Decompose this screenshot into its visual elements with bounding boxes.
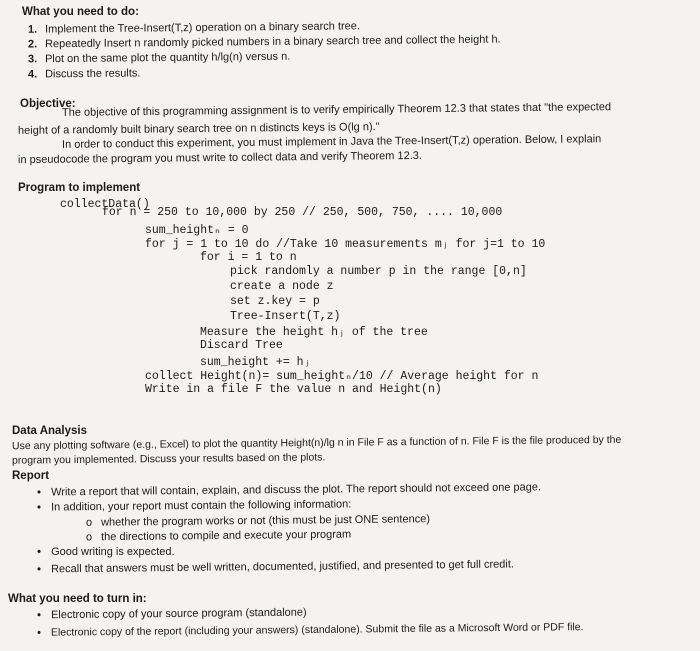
sub-bullet-glyph: o	[85, 531, 93, 544]
analysis-line-2: program you implemented. Discuss your results based on the plots.	[11, 451, 326, 467]
code-line: sum_heightₙ = 0	[145, 224, 249, 237]
report-subitem-2: o the directions to compile and execute your program	[80, 529, 351, 544]
code-line: Discard Tree	[200, 339, 283, 352]
code-line: Measure the height hⱼ of the tree	[200, 326, 428, 339]
turnin-heading: What you need to turn in:	[8, 593, 147, 605]
bullet-glyph: •	[37, 546, 41, 558]
todo-item-2: 2. Repeatedly Insert n randomly picked numbers in a binary search tree and collect the height h.	[27, 33, 501, 51]
report-bullet-4: • Recall that answers must be well written, documented, justified, and presented to get full credit.	[30, 558, 514, 575]
code-line: for i = 1 to n	[200, 251, 297, 264]
code-line: sum_height += hⱼ	[200, 356, 311, 369]
bullet-glyph: •	[37, 501, 41, 514]
sub-bullet-glyph: o	[85, 516, 93, 529]
bullet-glyph: •	[37, 563, 41, 576]
todo-item-1: 1. Implement the Tree-Insert(T,z) operation on a binary search tree.	[27, 20, 360, 36]
code-line: Tree-Insert(T,z)	[230, 310, 341, 323]
bullet-glyph: •	[37, 609, 41, 622]
objective-line-4: in pseudocode the program you must write to collect data and verify Theorem 12.3.	[17, 149, 423, 167]
objective-heading: Objective:	[20, 98, 76, 110]
report-heading: Report	[12, 470, 50, 482]
objective-line-2: height of a randomly built binary search tree on n distincts keys is O(lg n)."	[17, 121, 380, 137]
analysis-line-1: Use any plotting software (e.g., Excel) to plot the quantity Height(n)/lg n in File F as a function of n. File F is the file produced by the	[11, 433, 622, 453]
report-bullet-1: • Write a report that will contain, explain, and discuss the plot. The report should not exceed one page.	[30, 481, 541, 498]
program-heading: Program to implement	[18, 182, 141, 194]
analysis-heading: Data Analysis	[12, 425, 87, 437]
todo-heading: What you need to do:	[22, 6, 139, 18]
report-bullet-3: • Good writing is expected.	[30, 546, 175, 558]
turnin-bullet-1: • Electronic copy of your source program (standalone)	[30, 607, 307, 622]
objective-line-1: The objective of this programming assignment is to verify empirically Theorem 12.3 that states that "the expected	[61, 101, 612, 119]
todo-item-3: 3. Plot on the same plot the quantity h/lg(n) versus n.	[27, 50, 291, 66]
code-line: pick randomly a number p in the range [0,n]	[230, 265, 527, 278]
bullet-glyph: •	[37, 626, 41, 639]
code-line: collect Height(n)= sum_heightₙ/10 // Average height for n	[145, 370, 539, 383]
report-subitem-1: o whether the program works or not (this must be just ONE sentence)	[80, 513, 430, 529]
todo-item-4: 4. Discuss the results.	[27, 67, 141, 81]
bullet-glyph: •	[37, 486, 41, 499]
report-bullet-2: • In addition, your report must contain the following information:	[30, 498, 351, 513]
objective-line-3: In order to conduct this experiment, you must implement in Java the Tree-Insert(T,z) operation. Below, I explain	[61, 133, 602, 151]
code-line: Write in a file F the value n and Height(n)	[145, 383, 442, 396]
turnin-bullet-2: • Electronic copy of the report (including your answers) (standalone). Submit the file as a Microsoft Word or PDF file.	[30, 621, 584, 639]
code-line: set z.key = p	[230, 295, 320, 308]
code-line: collectData()	[60, 198, 150, 211]
code-line: for j = 1 to 10 do //Take 10 measurements mⱼ for j=1 to 10	[145, 238, 546, 251]
code-line: create a node z	[230, 280, 334, 293]
code-line: for n = 250 to 10,000 by 250 // 250, 500, 750, .... 10,000	[102, 206, 503, 219]
